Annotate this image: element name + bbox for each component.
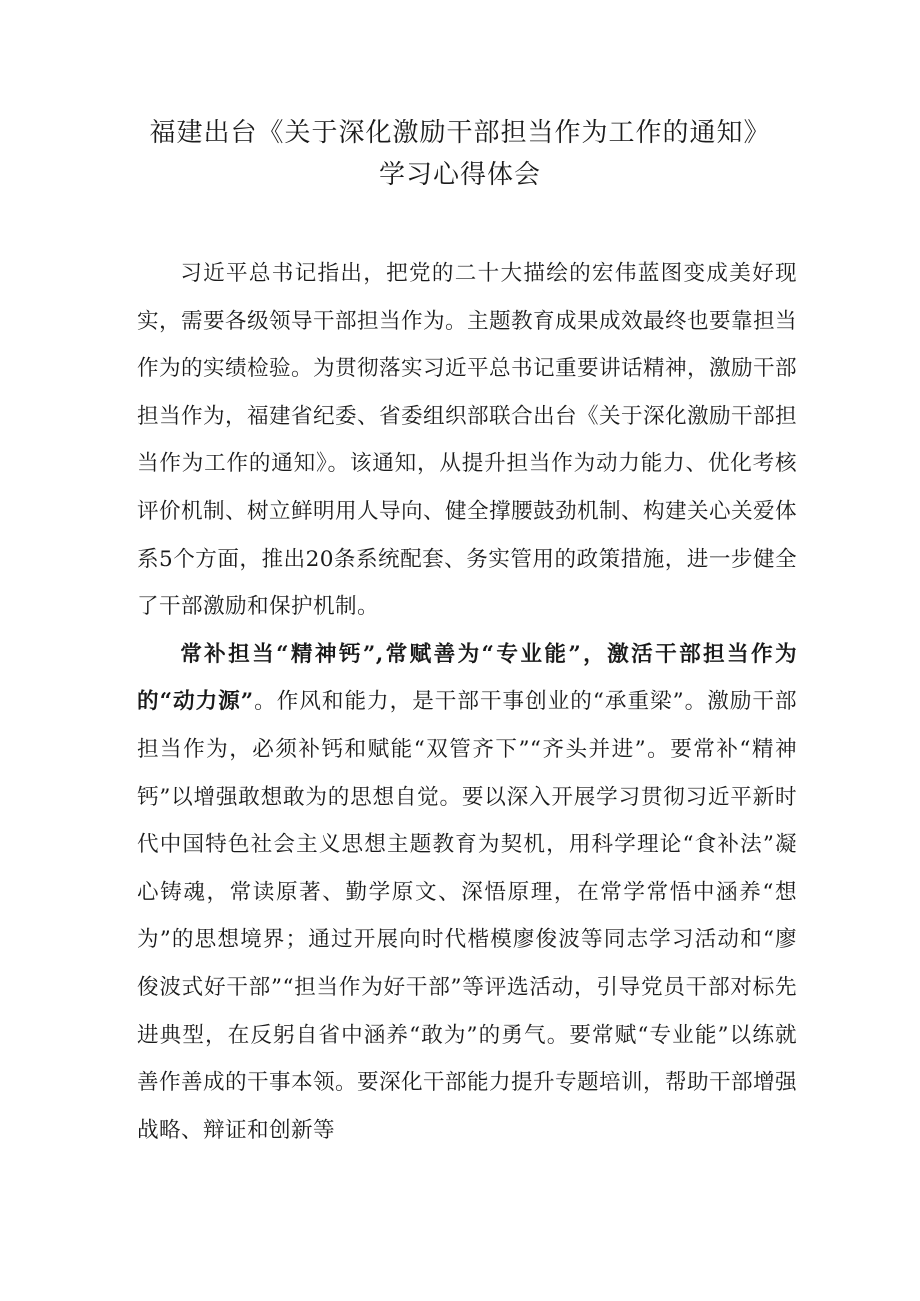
paragraph-1: 习近平总书记指出，把党的二十大描绘的宏伟蓝图变成美好现实，需要各级领导干部担当作为。主题教育成果成效最终也要靠担当作为的实绩检验。为贯彻落实习近平总书记重要讲话精神，激励干部担当作为，福建省纪委、省委组织部联合出台《关于深化激励干部担当作为工作的通知》。该通知，从提升担当作为动力能力、优化考核评价机制、树立鲜明用人导向、健全撑腰鼓劲机制、构建关心关爱体系5个方面，推出20条系统配套、务实管用的政策措施，进一步健全了干部激励和保护机制。 <box>137 261 797 620</box>
document-body <box>137 250 797 1154</box>
document-title-line1: 福建出台《关于深化激励干部担当作为工作的通知》 <box>149 118 771 148</box>
paragraph-2 <box>137 631 797 1155</box>
document-title-line2: 学习心得体会 <box>378 160 541 190</box>
paragraph-2-body: 。作风和能力，是干部干事创业的“承重梁”。激励干部担当作为，必须补钙和赋能“双管齐下”“齐头并进”。要常补“精神钙”以增强敢想敢为的思想自觉。要以深入开展学习贯彻习近平新时代中国特色社会主义思想主题教育为契机，用科学理论“食补法”凝心铸魂，常读原著、勤学原文、深悟原理，在常学常悟中涵养“想为”的思想境界；通过开展向时代楷模廖俊波等同志学习活动和“廖俊波式好干部”“担当作为好干部”等评选活动，引导党员干部对标先进典型，在反躬自省中涵养“敢为”的勇气。要常赋“专业能”以练就善作善成的干事本领。要深化干部能力提升专题培训，帮助干部增强战略、辩证和创新等 <box>137 689 797 1143</box>
paragraph-2-heading: 常补担当“精神钙”,常赋善为“专业能”，激活干部担当作为的“动力源” <box>137 641 797 715</box>
